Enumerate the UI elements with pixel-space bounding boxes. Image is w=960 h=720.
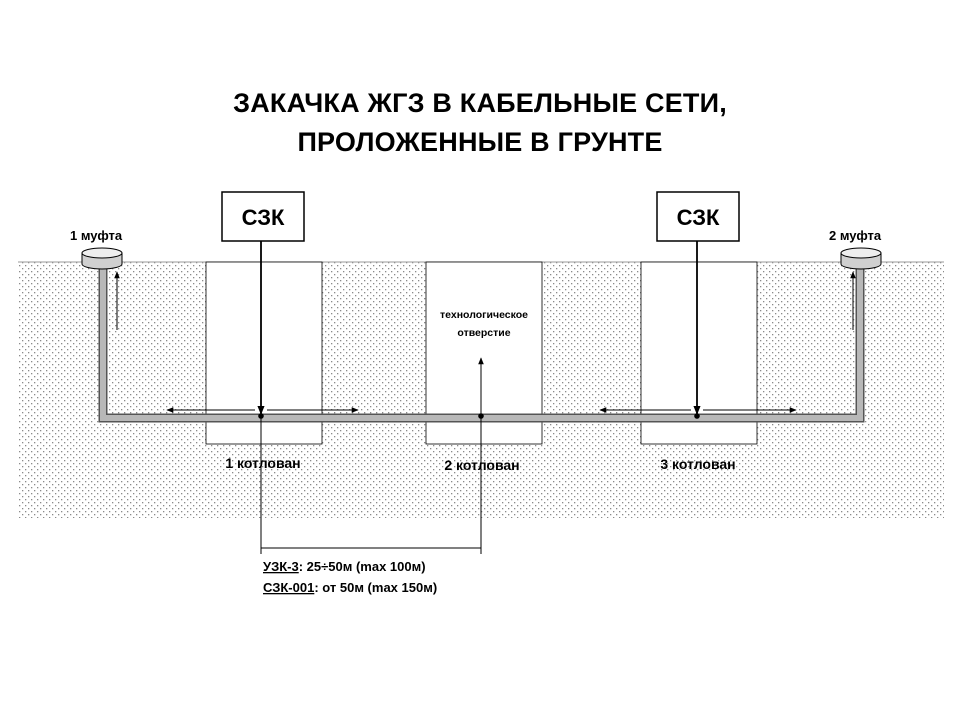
pit-1-label: 1 котлован [225, 455, 301, 471]
compressor-2-label: СЗК [676, 205, 720, 230]
diagram-title-line1: ЗАКАЧКА ЖГЗ В КАБЕЛЬНЫЕ СЕТИ, [233, 88, 727, 118]
coupling-1-label: 1 муфта [70, 228, 123, 243]
coupling-2-label: 2 муфта [829, 228, 882, 243]
range-note-szk001-device: СЗК-001 [263, 580, 315, 595]
diagram-title-line2: ПРОЛОЖЕННЫЕ В ГРУНТЕ [297, 127, 663, 157]
injection-point-3 [694, 413, 700, 419]
range-note-uzk3 [263, 559, 426, 574]
injection-point-1 [258, 413, 264, 419]
range-note-szk001 [263, 580, 437, 595]
tech-hole-label-line1: технологическое [440, 309, 528, 321]
compressor-1-label: СЗК [241, 205, 285, 230]
tech-hole-label-line2: отверстие [457, 327, 511, 339]
range-note-szk001-text: : от 50м (max 150м) [314, 580, 438, 595]
pit-3-label: 3 котлован [660, 456, 736, 472]
coupling-2-icon [841, 248, 881, 269]
pit-2-label: 2 котлован [444, 457, 520, 473]
range-note-uzk3-text: : 25÷50м (max 100м) [298, 559, 426, 574]
coupling-1-icon [82, 248, 122, 269]
range-note-uzk3-device: УЗК-3 [263, 559, 299, 574]
